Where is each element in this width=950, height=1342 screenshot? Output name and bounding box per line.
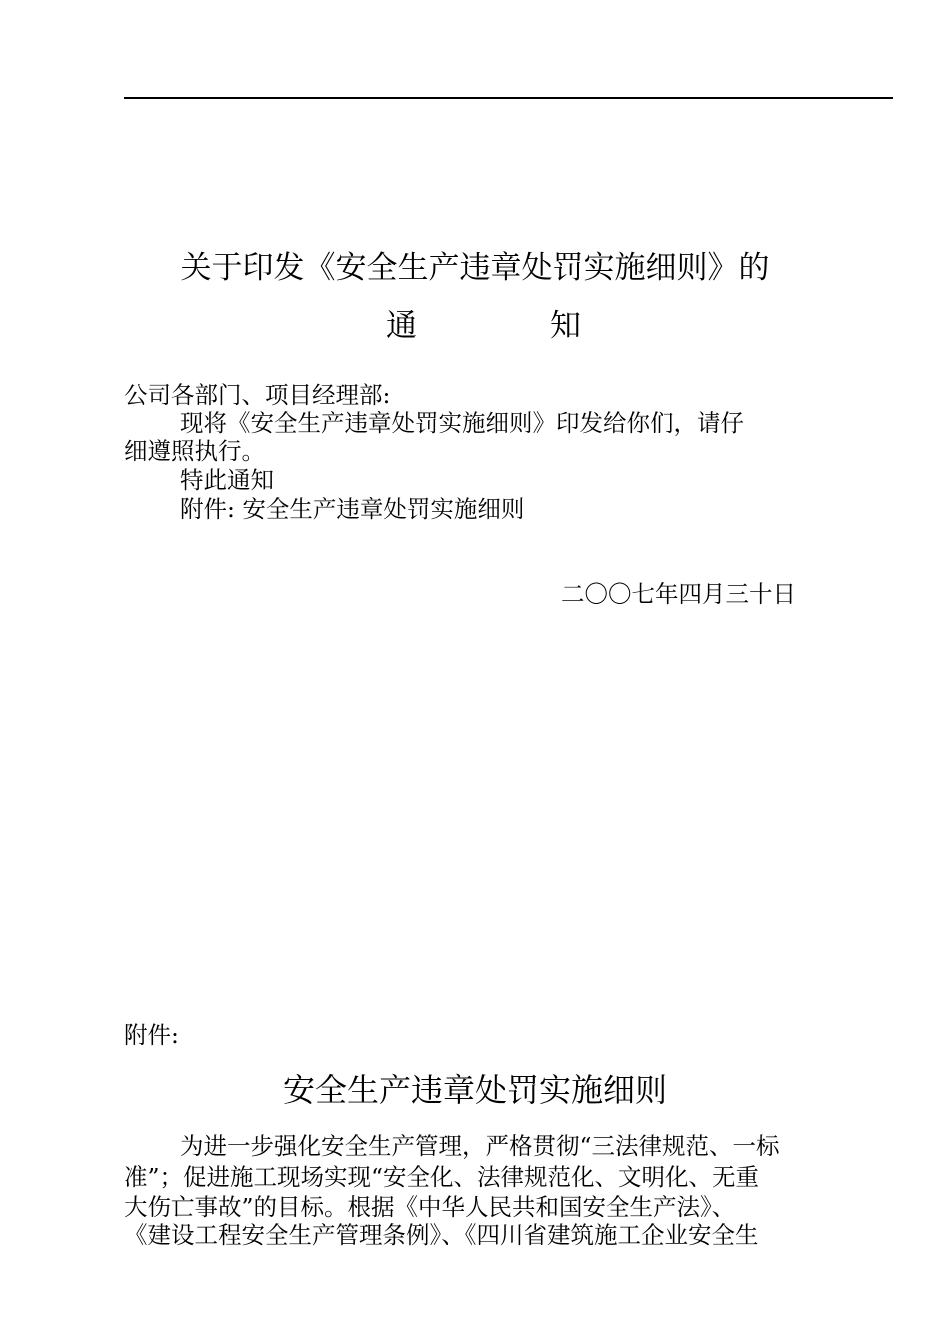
intro-line-2: 准”；促进施工现场实现“安全化、法律规范化、文明化、无重 [124, 1163, 760, 1191]
appendix-title: 安全生产违章处罚实施细则 [282, 1071, 667, 1109]
intro-line-1: 为进一步强化安全生产管理，严格贯彻“三法律规范、一标 [180, 1132, 780, 1160]
header-rule [124, 97, 893, 99]
salutation: 公司各部门、项目经理部: [124, 381, 391, 409]
intro-line-3: 大伤亡事故”的目标。根据《中华人民共和国安全生产法》、 [124, 1193, 736, 1221]
notice-title-char-1: 通 [386, 308, 417, 344]
notice-paragraph-line-1: 现将《安全生产违章处罚实施细则》印发给你们，请仔 [180, 409, 744, 437]
issue-date: 二〇〇七年四月三十日 [561, 580, 796, 608]
attachment-line: 附件: 安全生产违章处罚实施细则 [180, 495, 525, 523]
closing-text: 特此通知 [180, 466, 274, 494]
intro-line-4: 《建设工程安全生产管理条例》、《四川省建筑施工企业安全生 [124, 1221, 759, 1249]
notice-title: 关于印发《安全生产违章处罚实施细则》的 [180, 250, 770, 286]
notice-title-char-2: 知 [550, 308, 581, 344]
appendix-label: 附件: [124, 1021, 179, 1049]
notice-paragraph-line-2: 细遵照执行。 [124, 437, 265, 465]
